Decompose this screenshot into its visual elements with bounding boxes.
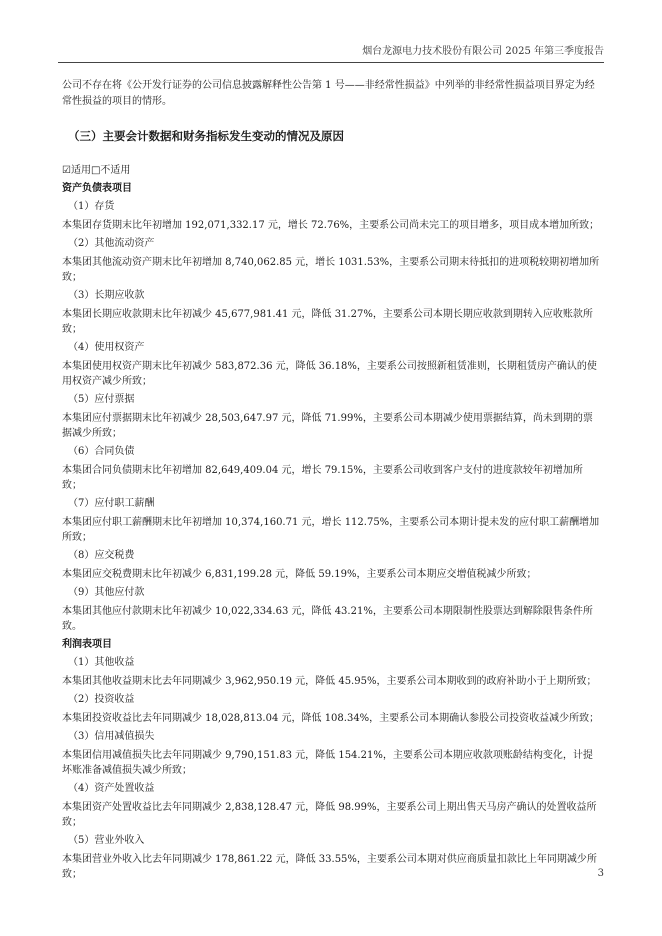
item-label: （1）存货 xyxy=(68,201,115,212)
page-content xyxy=(62,78,602,886)
group-title-balance-sheet: 资产负债表项目 xyxy=(62,183,132,194)
item-label: （4）资产处置收益 xyxy=(68,783,155,794)
item-label: （5）营业外收入 xyxy=(68,835,145,846)
item-label: （3）信用减值损失 xyxy=(68,731,155,742)
item-text: 本集团资产处置收益比去年同期减少 2,838,128.47 元，降低 98.99%，主要系公司上期出售天马房产确认的处置收益所致； xyxy=(62,802,597,828)
item-label: （7）应付职工薪酬 xyxy=(68,498,155,509)
group-title-income-statement: 利润表项目 xyxy=(62,639,112,650)
item-text: 本集团其他应付款期末比年初减少 10,022,334.63 元，降低 43.21%，主要系公司本期限制性股票达到解除限售条件所致。 xyxy=(62,606,593,632)
item-label: （4）使用权资产 xyxy=(68,342,145,353)
item-text: 本集团投资收益比去年同期减少 18,028,813.04 元，降低 108.34%，主要系公司本期确认参股公司投资收益减少所致； xyxy=(62,713,600,724)
item-label: （6）合同负债 xyxy=(68,446,135,457)
item-label: （1）其他收益 xyxy=(68,657,135,668)
page-number: 3 xyxy=(597,868,604,879)
item-text: 本集团长期应收款期末比年初减少 45,677,981.41 元，降低 31.27%，主要系公司本期长期应收款到期转入应收账款所致； xyxy=(62,309,593,335)
applicability-checkbox-line: ☑适用□不适用 xyxy=(62,165,131,176)
item-label: （2）其他流动资产 xyxy=(68,238,155,249)
item-text: 本集团应交税费期末比年初减少 6,831,199.28 元，降低 59.19%，主要系公司本期应交增值税减少所致； xyxy=(62,569,537,580)
item-text: 本集团营业外收入比去年同期减少 178,861.22 元，降低 33.55%，主要系公司本期对供应商质量扣款比上年同期减少所致； xyxy=(62,854,597,880)
item-text: 本集团其他收益期末比去年同期减少 3,962,950.19 元，降低 45.95%，主要系公司本期收到的政府补助小于上期所致； xyxy=(62,676,597,687)
item-label: （8）应交税费 xyxy=(68,550,135,561)
item-text: 本集团应付职工薪酬期末比年初增加 10,374,160.71 元，增长 112.75%，主要系公司本期计提未发的应付职工薪酬增加所致； xyxy=(62,517,600,543)
income-statement-section xyxy=(62,638,602,882)
item-label: （3）长期应收款 xyxy=(68,290,145,301)
item-text: 本集团使用权资产期末比年初减少 583,872.36 元，降低 36.18%，主要系公司按照新租赁准则，长期租赁房产确认的使用权资产减少所致； xyxy=(62,361,597,387)
page-header: 烟台龙源电力技术股份有限公司 2025 年第三季度报告 xyxy=(362,46,604,57)
balance-sheet-section xyxy=(62,182,602,634)
item-text: 本集团存货期末比年初增加 192,071,332.17 元，增长 72.76%，主要系公司尚未完工的项目增多，项目成本增加所致； xyxy=(62,220,600,231)
item-text: 本集团应付票据期末比年初减少 28,503,647.97 元，降低 71.99%，主要系公司本期减少使用票据结算，尚未到期的票据减少所致； xyxy=(62,413,593,439)
item-label: （2）投资收益 xyxy=(68,694,135,705)
header-divider xyxy=(58,62,604,63)
intro-paragraph: 公司不存在将《公开发行证券的公司信息披露解释性公告第 1 号——非经常性损益》中列举的非经常性损益项目界定为经常性损益的项目的情形。 xyxy=(62,80,595,107)
item-text: 本集团合同负债期末比年初增加 82,649,409.04 元，增长 79.15%，主要系公司收到客户支付的进度款较年初增加所致； xyxy=(62,465,583,491)
item-label: （9）其他应付款 xyxy=(68,587,145,598)
item-text: 本集团其他流动资产期末比年初增加 8,740,062.85 元，增长 1031.53%，主要系公司期末待抵扣的进项税较期初增加所致； xyxy=(62,257,600,283)
item-label: （5）应付票据 xyxy=(68,394,135,405)
section-title: （三）主要会计数据和财务指标发生变动的情况及原因 xyxy=(68,129,344,143)
item-text: 本集团信用减值损失比去年同期减少 9,790,151.83 元，降低 154.21%，主要系公司本期应收款项账龄结构变化，计提坏账准备减值损失减少所致； xyxy=(62,750,593,776)
